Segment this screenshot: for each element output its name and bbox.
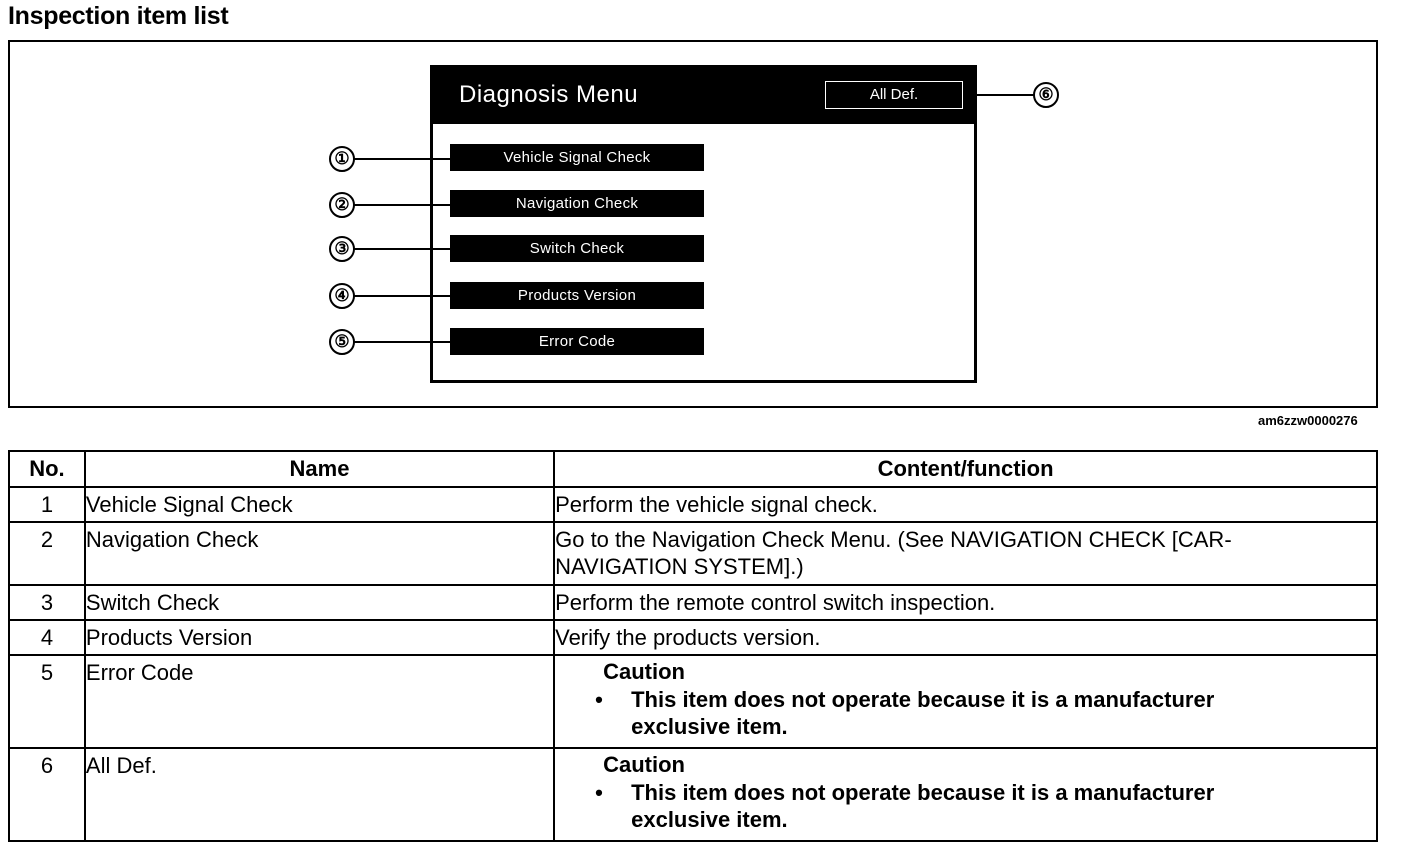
row-no: 2 <box>40 527 54 552</box>
screen-title: Diagnosis Menu <box>459 81 639 108</box>
row-no: 6 <box>40 753 54 778</box>
caution-text: This item does not operate because it is a manufacturer exclusive item. <box>631 780 1215 832</box>
caution-item <box>595 779 1376 833</box>
header-no: No. <box>9 451 85 487</box>
leader-line <box>354 295 450 297</box>
header-content: Content/function <box>554 451 1377 487</box>
row-name: All Def. <box>85 753 157 778</box>
bullet-icon: • <box>595 780 603 805</box>
screen-header <box>433 68 974 124</box>
row-content: Perform the remote control switch inspection. <box>555 590 996 615</box>
callout-4: ④ <box>329 283 355 309</box>
switch-check-button[interactable]: Switch Check <box>450 235 704 262</box>
row-name: Products Version <box>85 625 253 650</box>
caution-title: Caution <box>603 659 685 684</box>
page-title: Inspection item list <box>8 2 229 30</box>
callout-3: ③ <box>329 236 355 262</box>
inspection-table <box>8 450 1378 842</box>
navigation-check-button[interactable]: Navigation Check <box>450 190 704 217</box>
row-content: Go to the Navigation Check Menu. (See NAVIGATION CHECK [CAR-NAVIGATION SYSTEM].) <box>555 527 1232 579</box>
row-name: Switch Check <box>85 590 220 615</box>
all-def-button[interactable]: All Def. <box>825 81 963 109</box>
callout-1: ① <box>329 146 355 172</box>
callout-5: ⑤ <box>329 329 355 355</box>
caution-block <box>555 749 1376 839</box>
error-code-button[interactable]: Error Code <box>450 328 704 355</box>
row-name: Navigation Check <box>85 527 259 552</box>
table-header-row <box>9 451 1377 487</box>
bullet-icon: • <box>595 687 603 712</box>
row-content: Verify the products version. <box>555 625 821 650</box>
image-id: am6zzw0000276 <box>1258 413 1358 428</box>
row-no: 3 <box>40 590 54 615</box>
callout-6: ⑥ <box>1033 82 1059 108</box>
products-version-button[interactable]: Products Version <box>450 282 704 309</box>
leader-line <box>964 94 1034 96</box>
table-row <box>9 655 1377 748</box>
leader-line <box>354 204 450 206</box>
diagnosis-screen <box>430 65 977 383</box>
header-name: Name <box>85 451 554 487</box>
table-row <box>9 585 1377 620</box>
row-no: 4 <box>40 625 54 650</box>
table-row <box>9 522 1377 585</box>
table-row <box>9 748 1377 841</box>
leader-line <box>354 341 450 343</box>
table-row <box>9 620 1377 655</box>
row-content: Perform the vehicle signal check. <box>555 492 878 517</box>
leader-line <box>354 158 450 160</box>
row-name: Vehicle Signal Check <box>85 492 293 517</box>
caution-text: This item does not operate because it is a manufacturer exclusive item. <box>631 687 1215 739</box>
vehicle-signal-check-button[interactable]: Vehicle Signal Check <box>450 144 704 171</box>
row-no: 5 <box>40 660 54 685</box>
caution-title: Caution <box>603 752 685 777</box>
caution-item <box>595 686 1376 740</box>
callout-2: ② <box>329 192 355 218</box>
caution-block <box>555 656 1376 746</box>
table-row <box>9 487 1377 522</box>
leader-line <box>354 248 450 250</box>
row-no: 1 <box>40 492 54 517</box>
row-name: Error Code <box>85 660 194 685</box>
